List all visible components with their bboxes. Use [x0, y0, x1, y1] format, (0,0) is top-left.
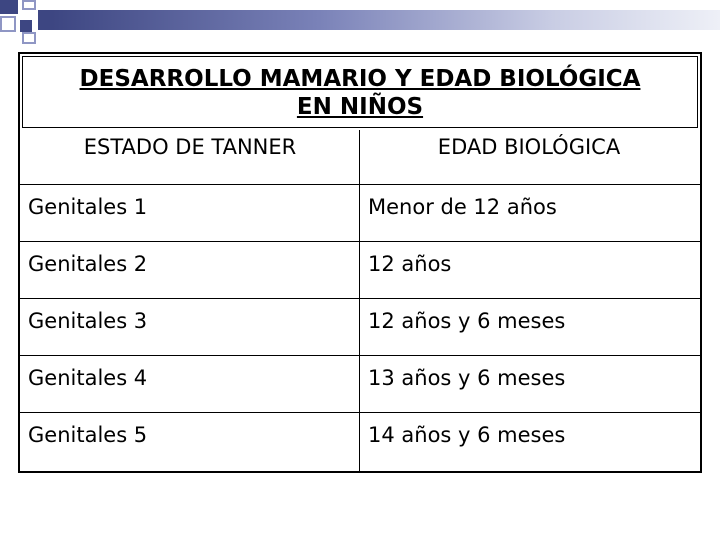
table-body [18, 185, 702, 473]
decor-square [0, 0, 18, 14]
table-row [18, 299, 702, 356]
cell-edad: 13 años y 6 meses [368, 366, 566, 390]
table-row [18, 413, 702, 470]
cell-estado: Genitales 5 [28, 423, 148, 447]
column-header-edad: EDAD BIOLÓGICA [437, 135, 621, 159]
cell-estado: Genitales 4 [28, 366, 148, 390]
decor-square [38, 10, 52, 30]
table-row [18, 356, 702, 413]
title-line-1: DESARROLLO MAMARIO Y EDAD BIOLÓGICA [79, 66, 641, 92]
cell-edad: Menor de 12 años [368, 195, 557, 219]
cell-edad: 12 años [368, 252, 452, 276]
decor-square [22, 32, 36, 44]
decor-gradient-bar [52, 10, 720, 30]
title-line-2: EN NIÑOS [296, 94, 424, 120]
cell-estado: Genitales 1 [28, 195, 148, 219]
decor-square [20, 20, 32, 32]
cell-estado: Genitales 3 [28, 309, 148, 333]
decor-square [0, 16, 16, 32]
cell-edad: 12 años y 6 meses [368, 309, 566, 333]
table-title [22, 56, 698, 128]
cell-estado: Genitales 2 [28, 252, 148, 276]
table-row [18, 242, 702, 299]
column-header-estado: ESTADO DE TANNER [83, 135, 297, 159]
cell-edad: 14 años y 6 meses [368, 423, 566, 447]
table-row [18, 185, 702, 242]
decor-square [22, 0, 36, 10]
